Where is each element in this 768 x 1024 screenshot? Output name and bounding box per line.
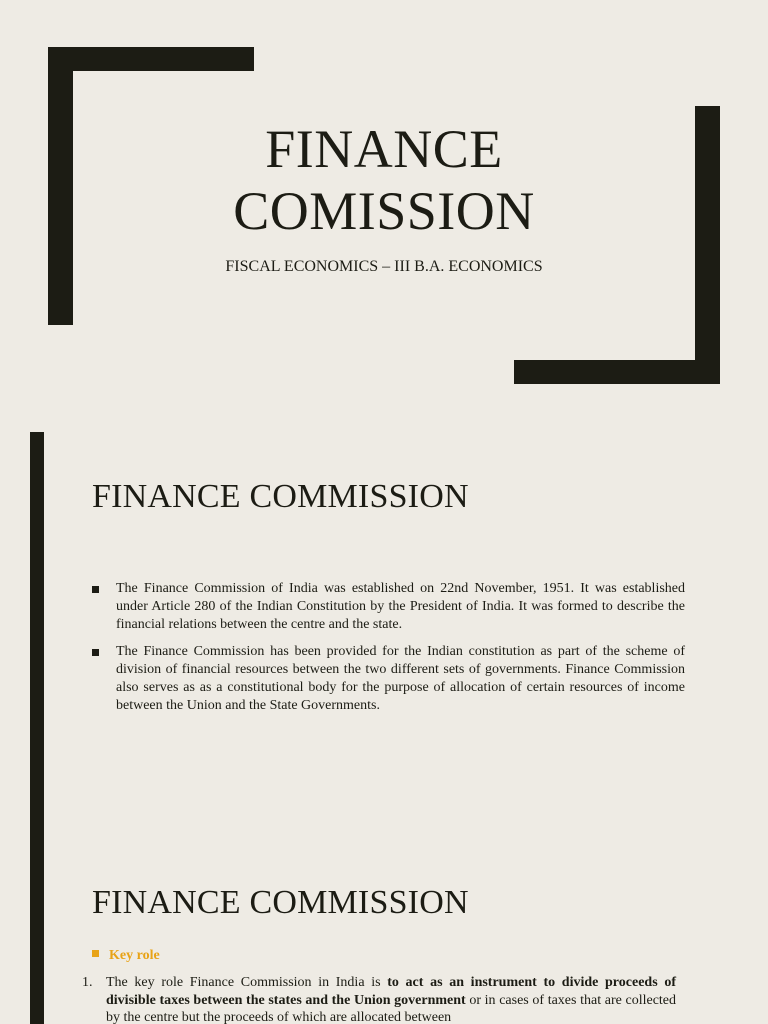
content-slide-1 (0, 432, 768, 864)
bullet-square-icon (92, 950, 99, 957)
list-item-text: The key role Finance Commission in India is to act as an instrument to divide proceeds of divisible taxes between the states and the Union government or in cases of taxes that are collected by the centre but the proceeds of which are allocated between (106, 975, 677, 1024)
bottom-right-bracket-horizontal (514, 360, 720, 384)
top-left-bracket-horizontal (48, 47, 254, 71)
content-slide-2 (0, 864, 768, 1024)
bullet-item: The Finance Commission of India was established on 22nd November, 1951. It was established under Article 280 of the Indian Constitution by the President of India. It was formed to describe the financial relations between the centre and the state. (92, 580, 685, 635)
bullet-item: The Finance Commission has been provided for the Indian constitution as part of the scheme of division of financial resources between the two different sets of governments. Finance Commission also serves as as a constitutional body for the purpose of allocation of certain resources of income between the Union and the State Governments. (92, 643, 685, 716)
title-slide (0, 0, 768, 432)
slide-heading: FINANCE COMMISSION (92, 478, 469, 515)
title-line-2: COMISSION (233, 181, 535, 241)
presentation-subtitle: FISCAL ECONOMICS – III B.A. ECONOMICS (225, 258, 543, 275)
numbered-list (82, 974, 676, 1024)
slide-heading: FINANCE COMMISSION (92, 884, 469, 921)
emphasis-text: to act as an instrument to divide proceeds of divisible taxes between the states and the Union government (106, 975, 676, 1008)
left-accent-bar (30, 432, 44, 864)
key-role-label: Key role (92, 948, 160, 964)
presentation-title (0, 118, 768, 242)
title-line-1: FINANCE (265, 119, 503, 179)
list-number: 1. (82, 975, 93, 990)
bullet-list (92, 580, 685, 723)
left-accent-bar (30, 864, 44, 1024)
